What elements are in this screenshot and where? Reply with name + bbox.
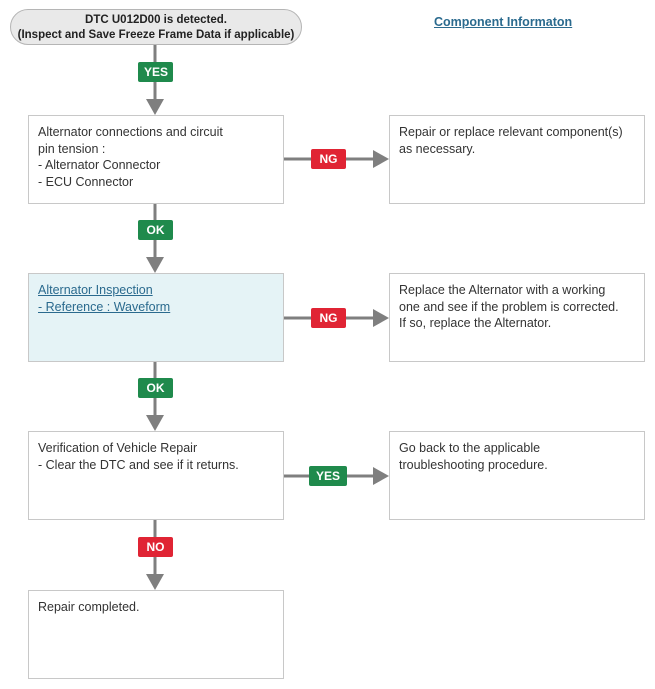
alternator-inspection-link[interactable]: Alternator Inspection [38, 283, 153, 297]
result-text-line: If so, replace the Alternator. [399, 316, 552, 330]
step-alternator-inspection [28, 273, 284, 362]
step-repair-completed [28, 590, 284, 679]
ok-badge-connections: OK [138, 220, 173, 240]
result-text-line: Replace the Alternator with a working [399, 283, 606, 297]
arrowhead-down [146, 574, 164, 590]
step-verification [28, 431, 284, 520]
step-text-line: - ECU Connector [38, 174, 134, 189]
result-text-line: one and see if the problem is corrected. [399, 299, 619, 314]
arrowhead-down [146, 257, 164, 273]
arrowhead-down [146, 99, 164, 115]
step-connections-check [28, 115, 284, 204]
reference-waveform-link[interactable]: - Reference : Waveform [38, 299, 171, 314]
no-badge-verification: NO [138, 537, 173, 557]
arrowhead-down [146, 415, 164, 431]
start-line-1: DTC U012D00 is detected. [85, 14, 227, 26]
ok-badge-inspection: OK [138, 378, 173, 398]
end-text-line: Repair completed. [38, 600, 140, 614]
step-text-line: pin tension : [38, 141, 106, 156]
step-text-line: - Clear the DTC and see if it returns. [38, 457, 239, 472]
yes-badge-verification: YES [309, 466, 347, 486]
start-yes-badge: YES [138, 62, 173, 82]
result-text-line: Go back to the applicable [399, 441, 541, 455]
ng-badge-inspection: NG [311, 308, 346, 328]
step-text-line: Verification of Vehicle Repair [38, 441, 198, 455]
start-line-2: (Inspect and Save Freeze Frame Data if applicable) [17, 29, 295, 41]
arrowhead-right [373, 150, 389, 168]
result-text-line: Repair or replace relevant component(s) [399, 125, 623, 139]
result-go-back [389, 431, 645, 520]
step-text-line: - Alternator Connector [38, 158, 161, 172]
start-terminal [10, 9, 302, 45]
ng-badge-connections: NG [311, 149, 346, 169]
result-replace-alternator [389, 273, 645, 362]
result-text-line: as necessary. [399, 141, 476, 156]
arrowhead-right [373, 309, 389, 327]
result-text-line: troubleshooting procedure. [399, 457, 548, 472]
step-text-line: Alternator connections and circuit [38, 125, 223, 139]
arrowhead-right [373, 467, 389, 485]
component-information-link[interactable]: Component Informaton [434, 15, 573, 29]
result-repair-component [389, 115, 645, 204]
